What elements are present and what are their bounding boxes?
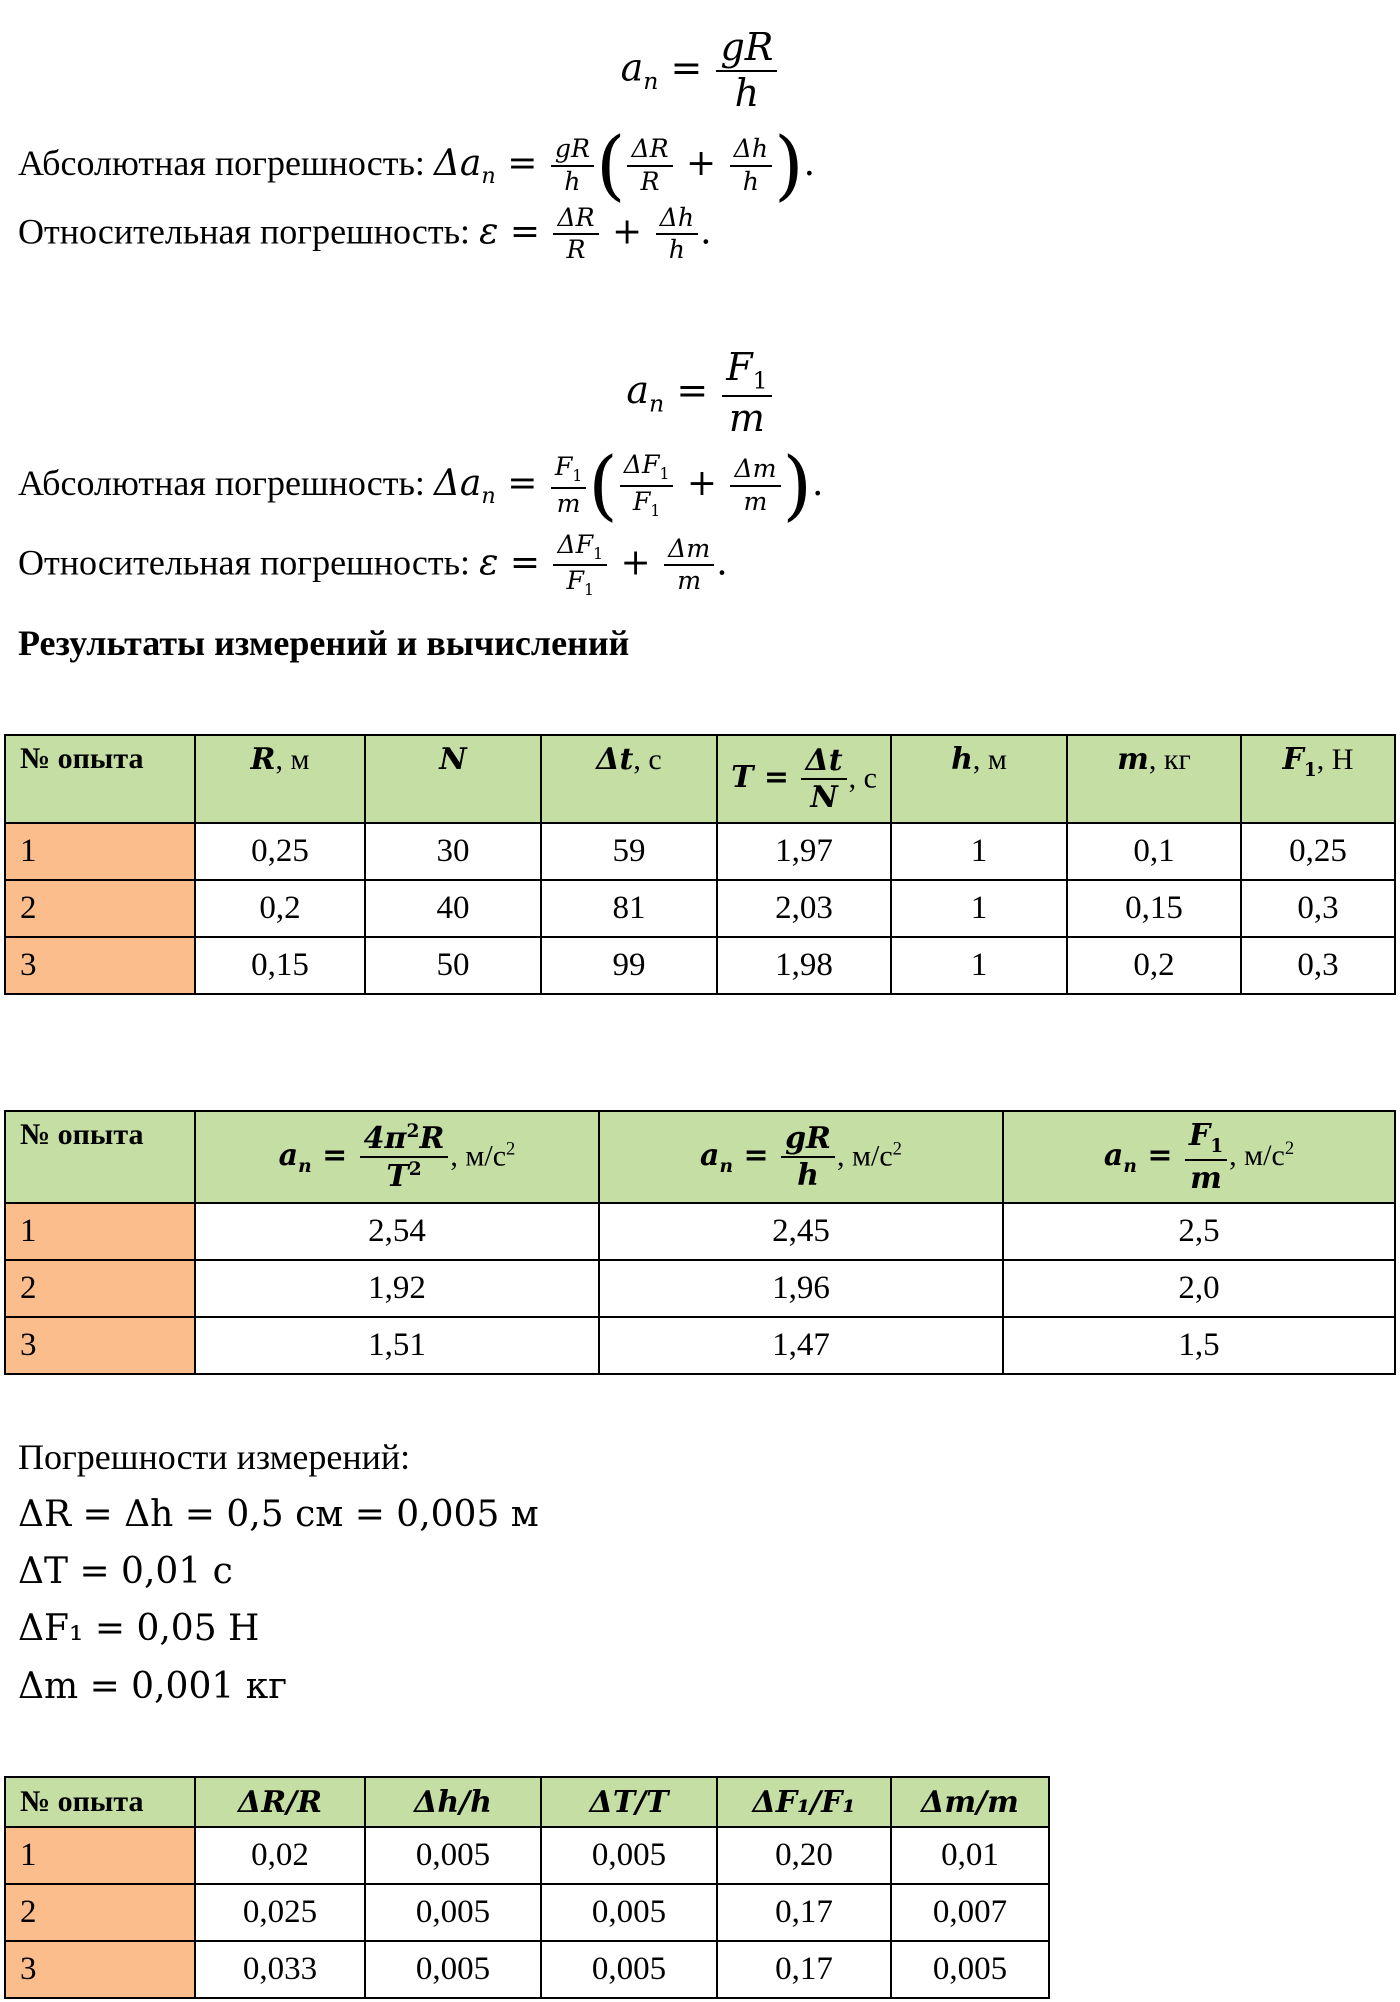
- header-f1: $F_1$, Н: [1241, 735, 1395, 823]
- cell: 1,97: [717, 823, 891, 880]
- header-dm-m: Δm/m: [891, 1777, 1049, 1827]
- cell: 0,2: [1067, 937, 1241, 994]
- error-line-f1: ΔF₁ = 0,05 Н: [18, 1608, 260, 1649]
- cell: 0,20: [717, 1827, 891, 1884]
- cell: 2,0: [1003, 1260, 1395, 1317]
- cell: 0,3: [1241, 937, 1395, 994]
- table-row: [5, 1203, 1395, 1260]
- cell: 40: [365, 880, 541, 937]
- cell: 0,005: [891, 1941, 1049, 1998]
- cell: 50: [365, 937, 541, 994]
- formula-an-gr-h: $a_n$ = $\frac{gR}{h}$: [0, 28, 1400, 114]
- table-row: [5, 1317, 1395, 1374]
- abs-error-line-2: Абсолютная погрешность: $\Delta a_n$ = $\frac{F_1}{m}$ ( $\frac{\Delta F_1}{F_1}$ + $\frac{\Delta m}{m}$ ).: [18, 441, 824, 529]
- formula-an-f1-m: $a_n$ = $\frac{F_1}{m}$: [0, 348, 1400, 439]
- header-an-4pi2r-t2: $a_n$ = $\frac{4\pi^2R}{T^2}$ , $м/с^2$: [195, 1111, 599, 1203]
- abs-error-line-1: Абсолютная погрешность: $\Delta a_n$ = $\frac{gR}{h}$ ( $\frac{\Delta R}{R}$ + $\frac{\Delta h}{h}$ ).: [18, 121, 816, 209]
- cell: 0,3: [1241, 880, 1395, 937]
- header-m: m, кг: [1067, 735, 1241, 823]
- table-row: [5, 1260, 1395, 1317]
- table-row: [5, 937, 1395, 994]
- table-row: [5, 1827, 1049, 1884]
- rel-error-line-1: Относительная погрешность: ε = $\frac{\Delta R}{R}$ + $\frac{\Delta h}{h}$ .: [18, 203, 712, 265]
- cell: 81: [541, 880, 717, 937]
- cell: 1: [891, 823, 1067, 880]
- cell: 2,03: [717, 880, 891, 937]
- table-row: [5, 1941, 1049, 1998]
- cell: 0,25: [1241, 823, 1395, 880]
- header-dt-t: ΔT/T: [541, 1777, 717, 1827]
- errors-title: Погрешности измерений:: [18, 1437, 411, 1477]
- cell: 0,15: [1067, 880, 1241, 937]
- cell: 0,005: [541, 1941, 717, 1998]
- cell-experiment-number: 1: [5, 1827, 195, 1884]
- results-heading: Результаты измерений и вычислений: [18, 623, 630, 663]
- header-an-gr-h: $a_n$ = $\frac{gR}{h}$ , $м/с^2$: [599, 1111, 1003, 1203]
- measurements-table: [4, 734, 1396, 995]
- cell: 1: [891, 880, 1067, 937]
- cell: 0,025: [195, 1884, 365, 1941]
- cell: 1,96: [599, 1260, 1003, 1317]
- cell-experiment-number: 3: [5, 937, 195, 994]
- table-header-row: [5, 1777, 1049, 1827]
- header-experiment-number: № опыта: [5, 1777, 195, 1827]
- cell: 0,033: [195, 1941, 365, 1998]
- error-line-m: Δm = 0,001 кг: [18, 1666, 288, 1707]
- header-r: R, м: [195, 735, 365, 823]
- cell: 2,5: [1003, 1203, 1395, 1260]
- cell: 0,02: [195, 1827, 365, 1884]
- cell: 2,54: [195, 1203, 599, 1260]
- cell: 1,98: [717, 937, 891, 994]
- cell: 99: [541, 937, 717, 994]
- error-line-r-h: ΔR = Δh = 0,5 см = 0,005 м: [18, 1494, 539, 1535]
- cell: 2,45: [599, 1203, 1003, 1260]
- header-experiment-number: № опыта: [5, 1111, 195, 1203]
- cell-experiment-number: 1: [5, 1203, 195, 1260]
- cell: 0,17: [717, 1941, 891, 1998]
- cell-experiment-number: 2: [5, 1260, 195, 1317]
- cell: 1,5: [1003, 1317, 1395, 1374]
- header-h: h, м: [891, 735, 1067, 823]
- cell: 0,01: [891, 1827, 1049, 1884]
- cell: 1,47: [599, 1317, 1003, 1374]
- error-line-t: ΔT = 0,01 с: [18, 1551, 233, 1592]
- table-row: [5, 1884, 1049, 1941]
- cell: 0,25: [195, 823, 365, 880]
- header-an-f1-m: $a_n$ = $\frac{F_1}{m}$ , $м/с^2$: [1003, 1111, 1395, 1203]
- cell: 1,51: [195, 1317, 599, 1374]
- cell: 0,005: [365, 1941, 541, 1998]
- acceleration-table: [4, 1110, 1396, 1375]
- cell: 59: [541, 823, 717, 880]
- rel-error-line-2: Относительная погрешность: ε = $\frac{\Delta F_1}{F_1}$ + $\frac{\Delta m}{m}$ .: [18, 530, 728, 600]
- table-header-row: [5, 1111, 1395, 1203]
- header-experiment-number: № опыта: [5, 735, 195, 823]
- cell: 0,005: [541, 1884, 717, 1941]
- header-df1-f1: ΔF₁/F₁: [717, 1777, 891, 1827]
- cell: 30: [365, 823, 541, 880]
- table-header-row: [5, 735, 1395, 823]
- cell-experiment-number: 1: [5, 823, 195, 880]
- header-dt: Δt, с: [541, 735, 717, 823]
- cell: 0,1: [1067, 823, 1241, 880]
- cell-experiment-number: 3: [5, 1317, 195, 1374]
- table-row: [5, 823, 1395, 880]
- header-dh-h: Δh/h: [365, 1777, 541, 1827]
- header-t: T = $\frac{\Delta t}{N}$ , с: [717, 735, 891, 823]
- cell: 0,005: [365, 1884, 541, 1941]
- cell: 0,17: [717, 1884, 891, 1941]
- header-n: N: [365, 735, 541, 823]
- cell: 0,007: [891, 1884, 1049, 1941]
- cell: 1: [891, 937, 1067, 994]
- cell: 0,2: [195, 880, 365, 937]
- cell: 1,92: [195, 1260, 599, 1317]
- cell: 0,005: [541, 1827, 717, 1884]
- cell: 0,005: [365, 1827, 541, 1884]
- cell-experiment-number: 2: [5, 1884, 195, 1941]
- cell-experiment-number: 3: [5, 1941, 195, 1998]
- cell-experiment-number: 2: [5, 880, 195, 937]
- relative-errors-table: [4, 1776, 1050, 1999]
- cell: 0,15: [195, 937, 365, 994]
- table-row: [5, 880, 1395, 937]
- header-dr-r: ΔR/R: [195, 1777, 365, 1827]
